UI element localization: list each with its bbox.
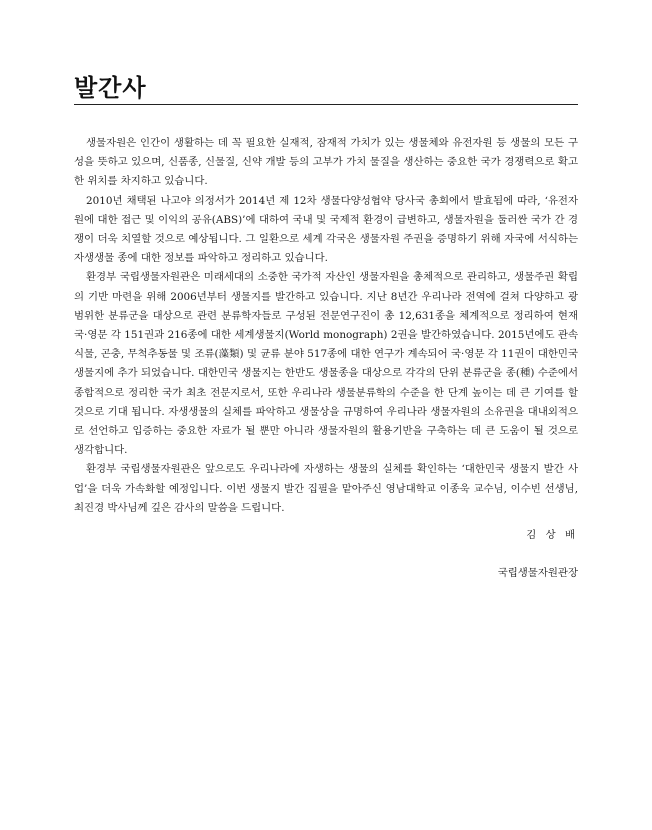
title-divider [74,104,578,105]
page-title: 발간사 [74,74,147,102]
paragraph-3: 환경부 국립생물자원관은 미래세대의 소중한 국가적 자산인 생물자원을 총체적으로 관리하고, 생물주권 확립의 기반 마련을 위해 2006년부터 생물지를 발간하고 있습니다. 지난 8년간 우리나라 전역에 걸쳐 다양하고 광범위한 분류군을 대상으로 관련 분류학자들로 구성된 전문연구진이 총 12,631종을 체계적으로 정리하여 현재 국·영문 각 151권과 216종에 대한 세계생물지(World monograph) 2권을 발간하였습니다. 2015년에도 관속식물, 곤충, 무척추동물 및 조류(藻類) 및 균류 분야 517종에 대한 연구가 계속되어 국·영문 각 11권이 대한민국 생물지에 추가 되었습니다. 대한민국 생물지는 한반도 생물종을 대상으로 각각의 단위 분류군을 종(種) 수준에서 종합적으로 정리한 국가 최초 전문지로서, 또한 우리나라 생물분류학의 수준을 한 단계 높이는 데 큰 기여를 할 것으로 기대 됩니다. 자생생물의 실체를 파악하고 생물상을 규명하여 우리나라 생물자원의 소유권을 대내외적으로 선언하고 입증하는 중요한 자료가 될 뿐만 아니라 생물자원의 활용기반을 구축하는 데 큰 도움이 될 것으로 생각합니다. [74,271,578,457]
signatory-name: 김 상 배 [526,529,578,541]
paragraph-2: 2010년 채택된 나고야 의정서가 2014년 제 12차 생물다양성협약 당사국 총회에서 발효됨에 따라, ‘유전자원에 대한 접근 및 이익의 공유(ABS)’에 대하여 국내 및 국제적 환경이 급변하고, 생물자원을 둘러싼 국가 간 경쟁이 더욱 치열할 것으로 예상됩니다. 그 일환으로 세계 각국은 생물자원 주권을 증명하기 위해 자국에 서식하는 자생생물 종에 대한 정보를 파악하고 정리하고 있습니다. [74,194,578,265]
paragraph-4: 환경부 국립생물자원관은 앞으로도 우리나라에 자생하는 생물의 실체를 확인하는 ‘대한민국 생물지 발간 사업’을 더욱 가속화할 예정입니다. 이번 생물지 발간 집필을 맡아주신 영남대학교 이종욱 교수님, 이수빈 선생님, 최진경 박사님께 깊은 감사의 말씀을 드립니다. [74,463,578,514]
signatory-title: 국립생물자원관장 [497,567,578,579]
foreword-body [74,134,578,518]
paragraph-1: 생물자원은 인간이 생활하는 데 꼭 필요한 실재적, 잠재적 가치가 있는 생물체와 유전자원 등 생물의 모든 구성을 뜻하고 있으며, 신품종, 신물질, 신약 개발 등의 고부가 가치 물질을 생산하는 중요한 국가 경쟁력으로 확고한 위치를 차지하고 있습니다. [74,137,578,188]
